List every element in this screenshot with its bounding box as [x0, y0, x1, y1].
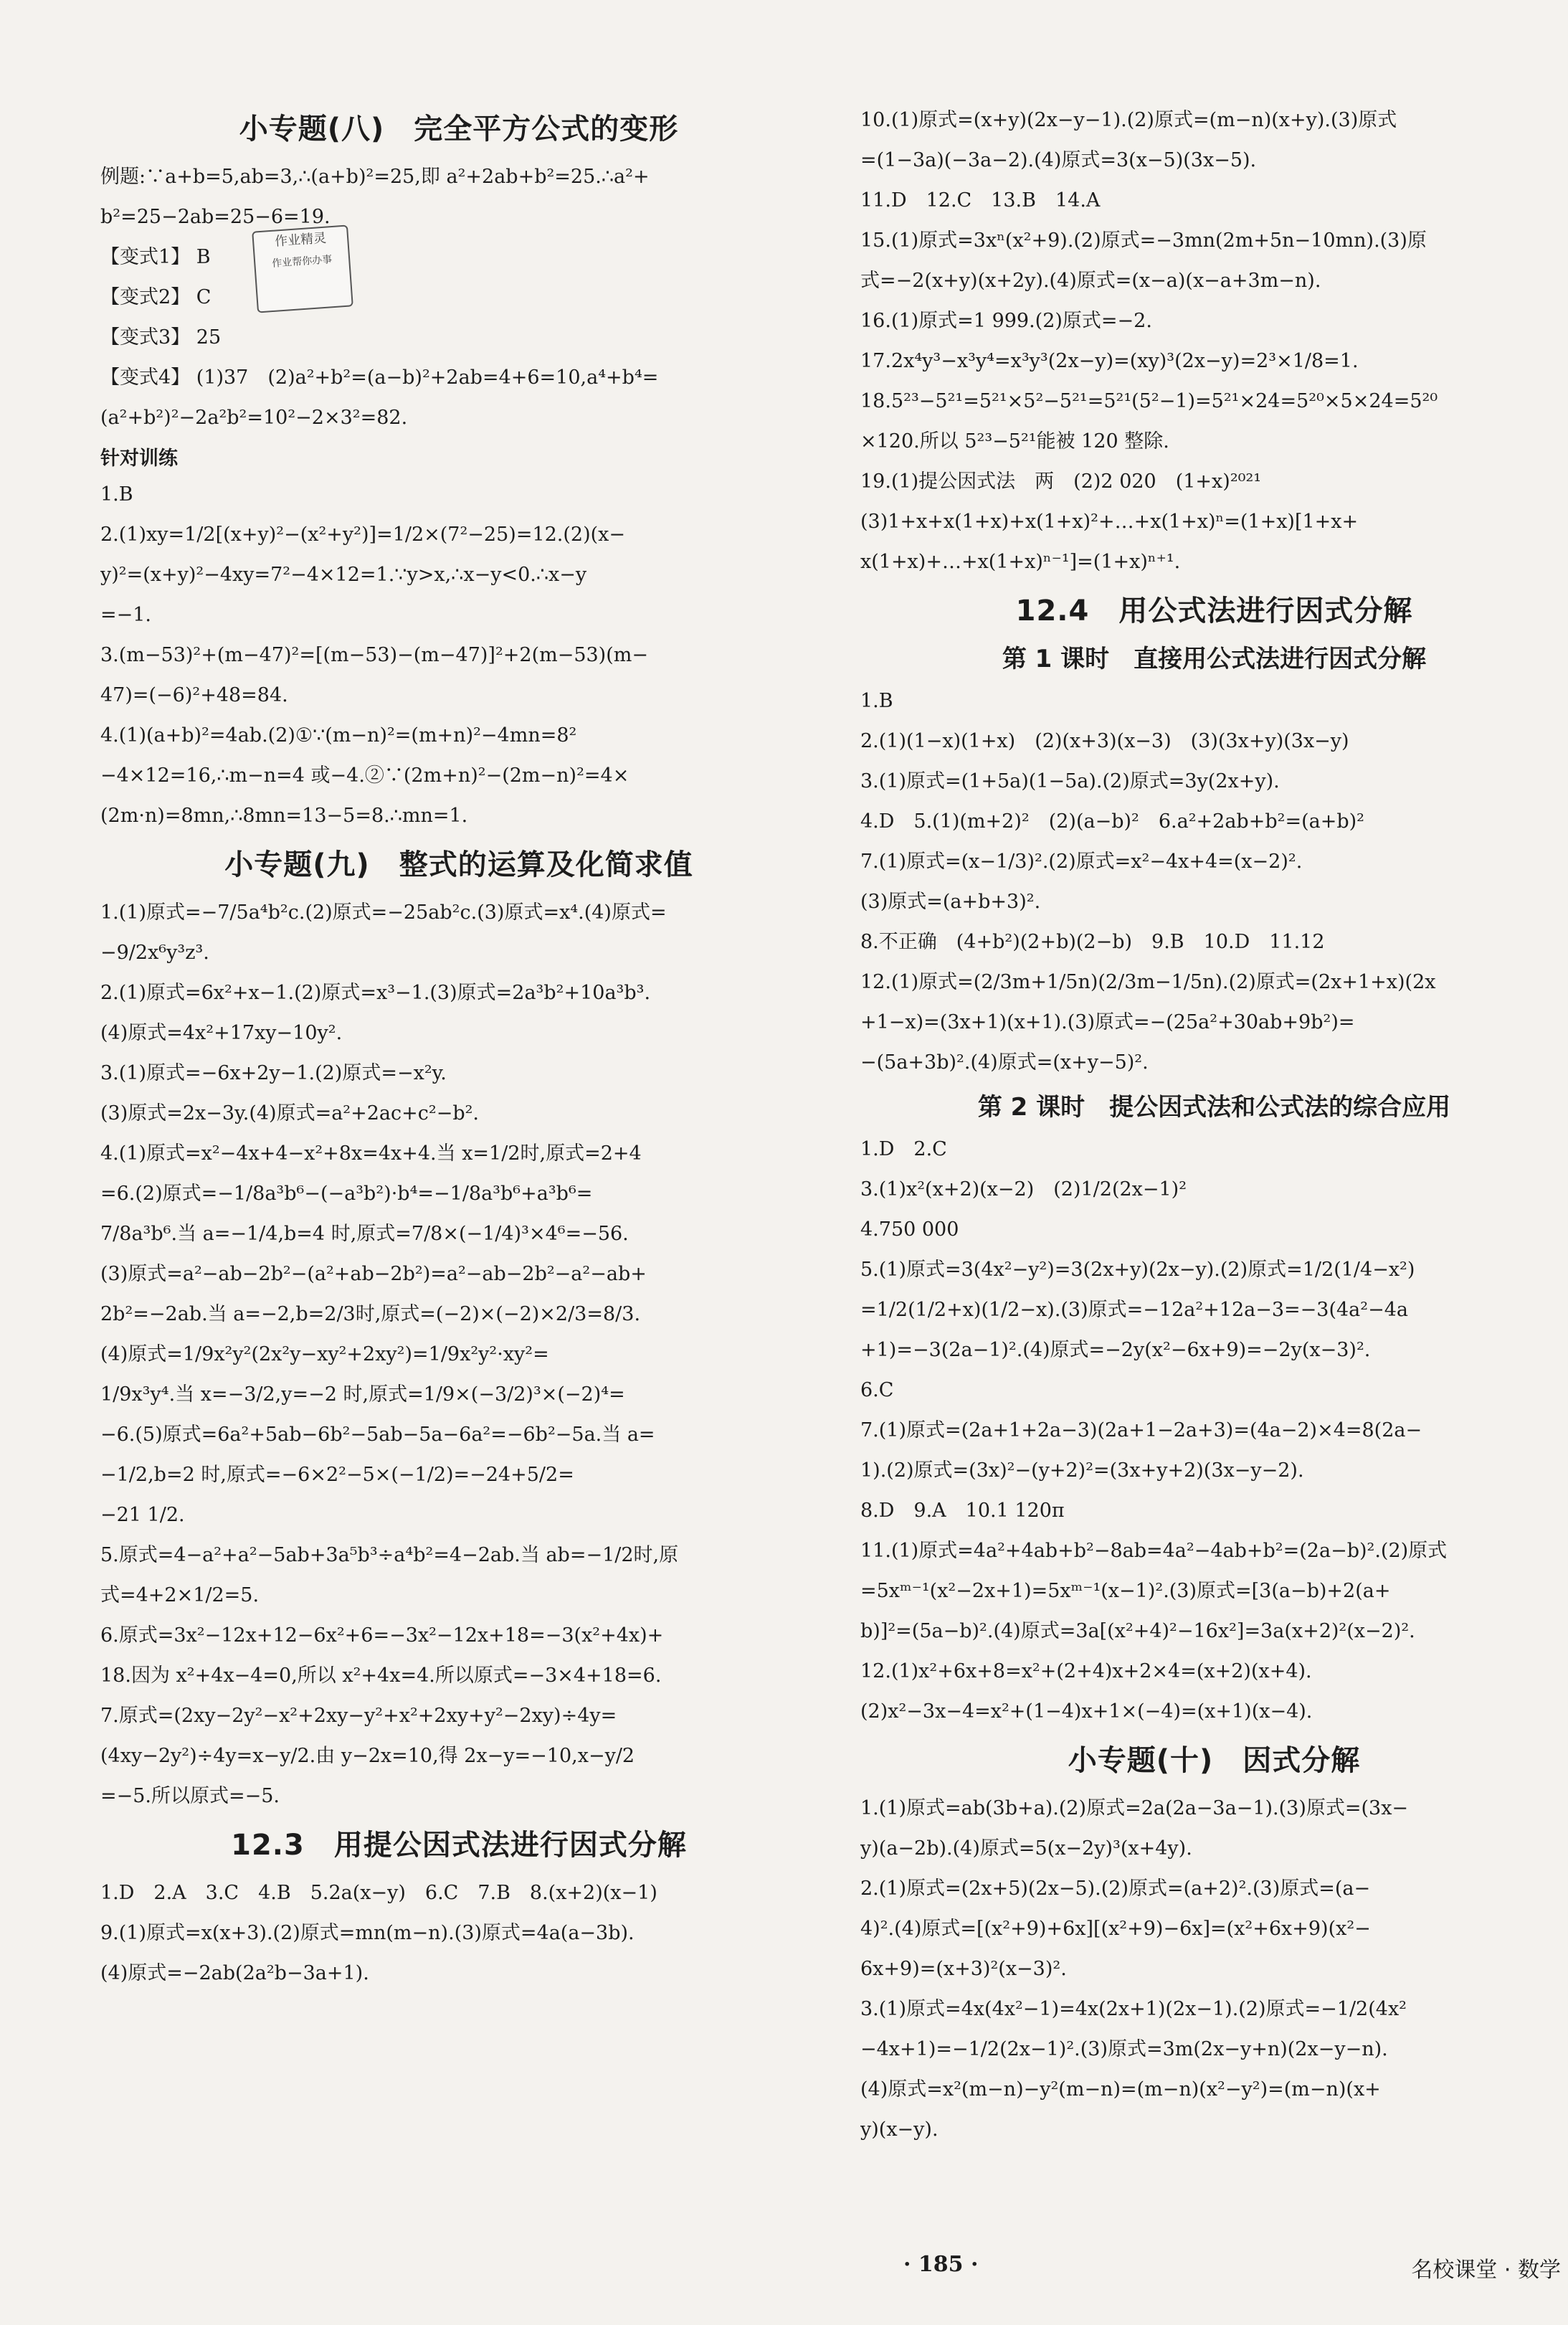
- answer-line: 3.(1)原式=(1+5a)(1−5a).(2)原式=3y(2x+y).: [860, 770, 1280, 792]
- answer-line: 10.(1)原式=(x+y)(2x−y−1).(2)原式=(m−n)(x+y).(3)原式: [860, 109, 1397, 131]
- answer-line: (3)原式=a²−ab−2b²−(a²+ab−2b²)=a²−ab−2b²−a²−ab+: [100, 1263, 647, 1285]
- special-9-content: [100, 893, 817, 1817]
- answer-line: 4.750 000: [860, 1218, 959, 1241]
- answer-line: −4x+1)=−1/2(2x−1)².(3)原式=3m(2x−y+n)(2x−y−n).: [860, 2038, 1388, 2060]
- answer-line: b²=25−2ab=25−6=19.: [100, 206, 331, 228]
- practice-label: 针对训练: [100, 448, 178, 470]
- answer-line: =1/2(1/2+x)(1/2−x).(3)原式=−12a²+12a−3=−3(4a²−4a: [860, 1299, 1409, 1321]
- answer-line: −1/2,b=2 时,原式=−6×2²−5×(−1/2)=−24+5/2=: [100, 1464, 574, 1486]
- lesson-1-content: [860, 681, 1568, 1083]
- answer-line: 1.D 2.A 3.C 4.B 5.2a(x−y) 6.C 7.B 8.(x+2)(x−1): [100, 1882, 657, 1904]
- answer-line: 【变式4】 (1)37 (2)a²+b²=(a−b)²+2ab=4+6=10,a⁴+b⁴=: [100, 366, 659, 389]
- heading-special-9: 小专题(九) 整式的运算及化简求值: [224, 848, 693, 881]
- answer-line: 式=−2(x+y)(x+2y).(4)原式=(x−a)(x−a+3m−n).: [860, 270, 1321, 292]
- answer-line: 3.(1)原式=−6x+2y−1.(2)原式=−x²y.: [100, 1062, 447, 1084]
- answer-line: 2.(1)(1−x)(1+x) (2)(x+3)(x−3) (3)(3x+y)(3x−y): [860, 730, 1349, 752]
- answer-line: 7.原式=(2xy−2y²−x²+2xy−y²+x²+2xy+y²−2xy)÷4y=: [100, 1705, 617, 1727]
- answer-line: y)(a−2b).(4)原式=5(x−2y)³(x+4y).: [860, 1837, 1192, 1860]
- answer-line: 2.(1)原式=(2x+5)(2x−5).(2)原式=(a+2)².(3)原式=(a−: [860, 1877, 1371, 1900]
- answer-line: 【变式2】 C: [100, 286, 212, 308]
- answer-line: 7.(1)原式=(2a+1+2a−3)(2a+1−2a+3)=(4a−2)×4=8(2a−: [860, 1419, 1422, 1441]
- answer-line: 7.(1)原式=(x−1/3)².(2)原式=x²−4x+4=(x−2)².: [860, 851, 1303, 873]
- answer-line: (3)原式=(a+b+3)².: [860, 891, 1041, 913]
- heading-special-8: 小专题(八) 完全平方公式的变形: [239, 113, 679, 146]
- answer-line: 3.(1)原式=4x(4x²−1)=4x(2x+1)(2x−1).(2)原式=−1/2(4x²: [860, 1998, 1407, 2020]
- heading-lesson-1: 第 1 课时 直接用公式法进行因式分解: [1002, 645, 1427, 673]
- answer-line: 6x+9)=(x+3)²(x−3)².: [860, 1958, 1067, 1980]
- answer-line: 2.(1)原式=6x²+x−1.(2)原式=x³−1.(3)原式=2a³b²+10a³b³.: [100, 982, 651, 1004]
- answer-line: 例题:∵a+b=5,ab=3,∴(a+b)²=25,即 a²+2ab+b²=25.∴a²+: [100, 166, 650, 188]
- answer-line: (4)原式=1/9x²y²(2x²y−xy²+2xy²)=1/9x²y²·xy²=: [100, 1343, 549, 1365]
- answer-line: 11.D 12.C 13.B 14.A: [860, 189, 1101, 212]
- answer-line: 17.2x⁴y³−x³y⁴=x³y³(2x−y)=(xy)³(2x−y)=2³×1/8=1.: [860, 350, 1359, 372]
- answer-line: (3)1+x+x(1+x)+x(1+x)²+…+x(1+x)ⁿ=(1+x)[1+x+: [860, 511, 1359, 533]
- answer-line: 8.不正确 (4+b²)(2+b)(2−b) 9.B 10.D 11.12: [860, 931, 1325, 953]
- answer-line: =5xᵐ⁻¹(x²−2x+1)=5xᵐ⁻¹(x−1)².(3)原式=[3(a−b)+2(a+: [860, 1580, 1391, 1602]
- answer-line: (4)原式=−2ab(2a²b−3a+1).: [100, 1962, 369, 1984]
- answer-line: x(1+x)+…+x(1+x)ⁿ⁻¹]=(1+x)ⁿ⁺¹.: [860, 551, 1181, 573]
- answer-line: (a²+b²)²−2a²b²=10²−2×3²=82.: [100, 407, 408, 429]
- answer-line: 16.(1)原式=1 999.(2)原式=−2.: [860, 310, 1152, 332]
- answer-line: 19.(1)提公因式法 两 (2)2 020 (1+x)²⁰²¹: [860, 470, 1262, 493]
- answer-line: 2b²=−2ab.当 a=−2,b=2/3时,原式=(−2)×(−2)×2/3=8/3.: [100, 1303, 641, 1325]
- answer-line: 12.(1)原式=(2/3m+1/5n)(2/3m−1/5n).(2)原式=(2x+1+x)(2x: [860, 971, 1436, 993]
- answer-line: 8.D 9.A 10.1 120π: [860, 1500, 1065, 1522]
- heading-12-4: 12.4 用公式法进行因式分解: [1015, 595, 1413, 628]
- answer-line: y)(x−y).: [860, 2118, 939, 2141]
- answer-line: 4.(1)(a+b)²=4ab.(2)①∵(m−n)²=(m+n)²−4mn=8²: [100, 724, 577, 747]
- answer-line: 【变式3】 25: [100, 326, 222, 349]
- answer-line: 1.(1)原式=−7/5a⁴b²c.(2)原式=−25ab²c.(3)原式=x⁴.(4)原式=: [100, 901, 667, 924]
- answer-line: 15.(1)原式=3xⁿ(x²+9).(2)原式=−3mn(2m+5n−10mn).(3)原: [860, 229, 1427, 252]
- heading-lesson-2: 第 2 课时 提公因式法和公式法的综合应用: [977, 1093, 1451, 1122]
- answer-line: −4×12=16,∴m−n=4 或−4.②∵(2m+n)²−(2m−n)²=4×: [100, 764, 629, 787]
- answer-line: (4xy−2y²)÷4y=x−y/2.由 y−2x=10,得 2x−y=−10,x−y/2: [100, 1745, 635, 1767]
- answer-line: −9/2x⁶y³z³.: [100, 942, 209, 964]
- answer-line: b)]²=(5a−b)².(4)原式=3a[(x²+4)²−16x²]=3a(x+2)²(x−2)².: [860, 1620, 1415, 1642]
- answer-line: (2m·n)=8mn,∴8mn=13−5=8.∴mn=1.: [100, 805, 468, 827]
- answer-line: 12.(1)x²+6x+8=x²+(2+4)x+2×4=(x+2)(x+4).: [860, 1660, 1312, 1682]
- stamp-text: 作业精灵: [274, 230, 327, 250]
- special-10-content: [860, 1789, 1568, 2150]
- stamp-logo: 作业精灵 作业帮你办事: [252, 224, 353, 313]
- answer-line: y)²=(x+y)²−4xy=7²−4×12=1.∵y>x,∴x−y<0.∴x−y: [100, 564, 587, 586]
- section-12-3-content: [100, 1873, 817, 1994]
- answer-line: −21 1/2.: [100, 1504, 185, 1526]
- answer-line: =−5.所以原式=−5.: [100, 1785, 280, 1807]
- answer-line: 1).(2)原式=(3x)²−(y+2)²=(3x+y+2)(3x−y−2).: [860, 1459, 1304, 1482]
- answer-line: 7/8a³b⁶.当 a=−1/4,b=4 时,原式=7/8×(−1/4)³×4⁶=−56.: [100, 1223, 629, 1245]
- answer-line: 4)².(4)原式=[(x²+9)+6x][(x²+9)−6x]=(x²+6x+9)(x²−: [860, 1918, 1371, 1940]
- book-title: 名校课堂 · 数学: [1411, 2258, 1561, 2283]
- answer-line: 1.B: [100, 483, 133, 506]
- heading-12-3: 12.3 用提公因式法进行因式分解: [231, 1829, 687, 1862]
- answer-line: 【变式1】 B: [100, 246, 211, 268]
- answer-line: 1/9x³y⁴.当 x=−3/2,y=−2 时,原式=1/9×(−3/2)³×(−2)⁴=: [100, 1383, 625, 1406]
- special-8-content: [100, 157, 817, 438]
- answer-line: 6.原式=3x²−12x+12−6x²+6=−3x²−12x+18=−3(x²+4x)+: [100, 1624, 664, 1647]
- page-number: · 185 ·: [903, 2252, 979, 2277]
- answer-line: 1.D 2.C: [860, 1138, 947, 1160]
- answer-line: 9.(1)原式=x(x+3).(2)原式=mn(m−n).(3)原式=4a(a−3b).: [100, 1922, 635, 1944]
- answer-line: 4.D 5.(1)(m+2)² (2)(a−b)² 6.a²+2ab+b²=(a+b)²: [860, 810, 1364, 833]
- answer-line: 1.(1)原式=ab(3b+a).(2)原式=2a(2a−3a−1).(3)原式=(3x−: [860, 1797, 1409, 1819]
- answer-line: 3.(1)x²(x+2)(x−2) (2)1/2(2x−1)²: [860, 1178, 1187, 1201]
- answer-line: 18.因为 x²+4x−4=0,所以 x²+4x=4.所以原式=−3×4+18=6.: [100, 1665, 662, 1687]
- answer-line: ×120.所以 5²³−5²¹能被 120 整除.: [860, 430, 1169, 453]
- answer-line: =−1.: [100, 604, 152, 626]
- answer-line: 1.B: [860, 690, 893, 712]
- answer-line: 6.C: [860, 1379, 894, 1401]
- lesson-2-content: [860, 1130, 1568, 1732]
- left-column: [100, 100, 817, 1994]
- answer-line: +1−x)=(3x+1)(x+1).(3)原式=−(25a²+30ab+9b²)=: [860, 1011, 1355, 1033]
- answer-line: 4.(1)原式=x²−4x+4−x²+8x=4x+4.当 x=1/2时,原式=2+4: [100, 1142, 642, 1165]
- answer-line: =(1−3a)(−3a−2).(4)原式=3(x−5)(3x−5).: [860, 149, 1257, 171]
- answer-line: 3.(m−53)²+(m−47)²=[(m−53)−(m−47)]²+2(m−53)(m−: [100, 644, 648, 666]
- answer-line: 5.(1)原式=3(4x²−y²)=3(2x+y)(2x−y).(2)原式=1/2(1/4−x²): [860, 1259, 1415, 1281]
- answer-line: (2)x²−3x−4=x²+(1−4)x+1×(−4)=(x+1)(x−4).: [860, 1700, 1313, 1723]
- answer-line: −(5a+3b)².(4)原式=(x+y−5)².: [860, 1051, 1149, 1074]
- practice-content: [100, 475, 817, 836]
- answer-line: +1)=−3(2a−1)².(4)原式=−2y(x²−6x+9)=−2y(x−3)².: [860, 1339, 1371, 1361]
- answer-line: =6.(2)原式=−1/8a³b⁶−(−a³b²)·b⁴=−1/8a³b⁶+a³b⁶=: [100, 1183, 593, 1205]
- answer-line: 式=4+2×1/2=5.: [100, 1584, 260, 1606]
- answer-line: (4)原式=x²(m−n)−y²(m−n)=(m−n)(x²−y²)=(m−n)(x+: [860, 2078, 1381, 2101]
- answer-line: 47)=(−6)²+48=84.: [100, 684, 288, 706]
- answer-line: (4)原式=4x²+17xy−10y².: [100, 1022, 343, 1044]
- answer-line: 2.(1)xy=1/2[(x+y)²−(x²+y²)]=1/2×(7²−25)=12.(2)(x−: [100, 524, 626, 546]
- answer-line: 18.5²³−5²¹=5²¹×5²−5²¹=5²¹(5²−1)=5²¹×24=5²⁰×5×24=5²⁰: [860, 390, 1438, 412]
- answer-line: −6.(5)原式=6a²+5ab−6b²−5ab−5a−6a²=−6b²−5a.当 a=: [100, 1424, 655, 1446]
- answer-line: 11.(1)原式=4a²+4ab+b²−8ab=4a²−4ab+b²=(2a−b)².(2)原式: [860, 1540, 1448, 1562]
- section-12-3-continued: [860, 100, 1568, 582]
- answer-line: 5.原式=4−a²+a²−5ab+3a⁵b³÷a⁴b²=4−2ab.当 ab=−1/2时,原: [100, 1544, 679, 1566]
- right-column: [860, 100, 1568, 2150]
- heading-special-10: 小专题(十) 因式分解: [1068, 1744, 1361, 1777]
- answer-line: (3)原式=2x−3y.(4)原式=a²+2ac+c²−b².: [100, 1102, 480, 1124]
